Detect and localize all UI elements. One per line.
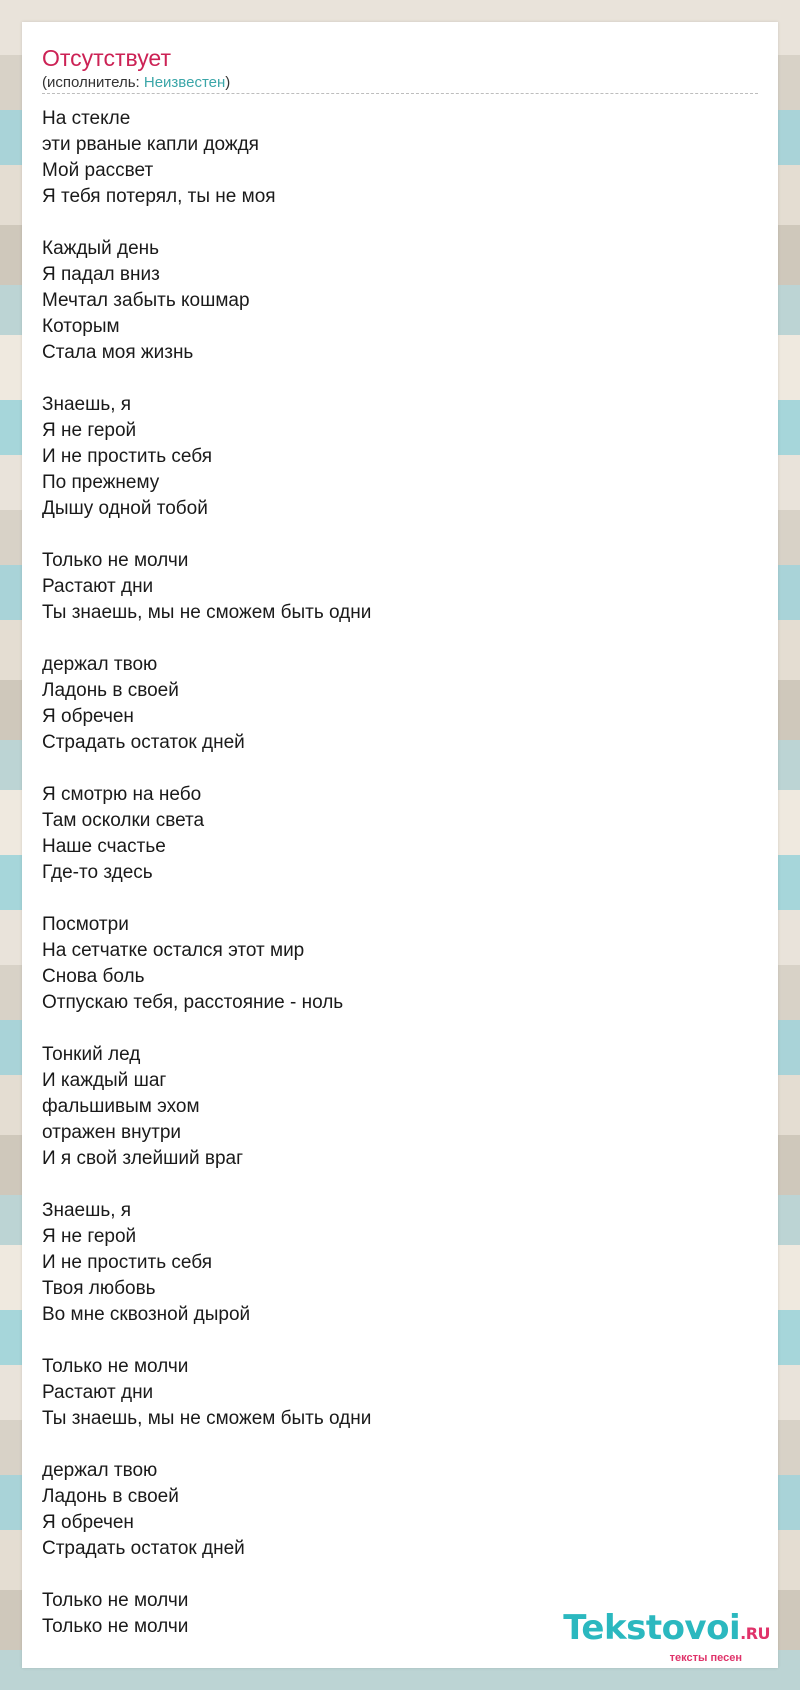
header-divider	[42, 93, 758, 94]
lyrics-stanza	[42, 652, 758, 756]
lyrics-line: Знаешь, я	[42, 394, 132, 415]
lyrics-line: Я падал вниз	[42, 264, 160, 285]
lyrics-stanza	[42, 1198, 758, 1328]
logo-tagline: тексты песен	[669, 1652, 742, 1664]
lyrics-line: На сетчатке остался этот мир	[42, 940, 305, 961]
lyrics-line: Мечтал забыть кошмар	[42, 290, 250, 311]
lyrics-line: Растают дни	[42, 1382, 154, 1403]
lyrics-line: Я смотрю на небо	[42, 784, 202, 805]
lyrics-line: Где-то здесь	[42, 862, 153, 883]
lyrics-line: Во мне сквозной дырой	[42, 1304, 251, 1325]
lyrics-line: Я тебя потерял, ты не моя	[42, 186, 276, 207]
lyrics-line: Отпускаю тебя, расстояние - ноль	[42, 992, 344, 1013]
logo-wordmark	[563, 1610, 770, 1652]
lyrics-line: Я обречен	[42, 1512, 134, 1533]
lyrics-line: Я обречен	[42, 706, 134, 727]
lyrics-line: Стала моя жизнь	[42, 342, 194, 363]
lyrics-line: Только не молчи	[42, 1616, 189, 1637]
site-logo[interactable]	[563, 1610, 770, 1664]
lyrics-line: На стекле	[42, 108, 131, 129]
lyrics-line: Дышу одной тобой	[42, 498, 208, 519]
artist-line	[42, 74, 758, 92]
lyrics-line: Снова боль	[42, 966, 145, 987]
lyrics-line: держал твою	[42, 654, 158, 675]
song-header	[42, 44, 758, 92]
lyrics-line: Которым	[42, 316, 120, 337]
lyrics-line: Тонкий лед	[42, 1044, 141, 1065]
lyrics-line: Я не герой	[42, 1226, 137, 1247]
lyrics-stanza	[42, 912, 758, 1016]
lyrics-stanza	[42, 548, 758, 626]
logo-main-text: Tekstovoi	[563, 1608, 741, 1648]
lyrics-line: Каждый день	[42, 238, 160, 259]
artist-prefix: (исполнитель:	[42, 74, 144, 91]
lyrics-line: Только не молчи	[42, 550, 189, 571]
lyrics-line: И я свой злейший враг	[42, 1148, 244, 1169]
lyrics-stanza	[42, 1458, 758, 1562]
lyrics-line: Только не молчи	[42, 1356, 189, 1377]
lyrics-line: Там осколки света	[42, 810, 205, 831]
lyrics-line: Страдать остаток дней	[42, 1538, 245, 1559]
lyrics-line: Растают дни	[42, 576, 154, 597]
logo-domain: .RU	[740, 1624, 770, 1643]
lyrics-line: Ты знаешь, мы не сможем быть одни	[42, 602, 372, 623]
lyrics-page	[22, 22, 778, 1668]
lyrics-line: отражен внутри	[42, 1122, 182, 1143]
lyrics-stanza	[42, 1354, 758, 1432]
lyrics-stanza	[42, 106, 758, 210]
lyrics-line: Ладонь в своей	[42, 680, 179, 701]
lyrics-stanza	[42, 392, 758, 522]
lyrics-line: Только не молчи	[42, 1590, 189, 1611]
lyrics-line: По прежнему	[42, 472, 160, 493]
lyrics-line: фальшивым эхом	[42, 1096, 200, 1117]
lyrics-line: Страдать остаток дней	[42, 732, 245, 753]
artist-link[interactable]: Неизвестен	[143, 74, 226, 91]
lyrics-line: Ладонь в своей	[42, 1486, 179, 1507]
lyrics-line: И не простить себя	[42, 1252, 212, 1273]
song-title: Отсутствует	[42, 45, 171, 71]
lyrics-line: Твоя любовь	[42, 1278, 156, 1299]
lyrics-line: Посмотри	[42, 914, 129, 935]
lyrics-line: Знаешь, я	[42, 1200, 132, 1221]
lyrics-line: держал твою	[42, 1460, 158, 1481]
lyrics-line: Ты знаешь, мы не сможем быть одни	[42, 1408, 372, 1429]
lyrics-line: Я не герой	[42, 420, 137, 441]
lyrics-text	[42, 106, 758, 1666]
lyrics-line: эти рваные капли дождя	[42, 134, 259, 155]
lyrics-stanza	[42, 236, 758, 366]
lyrics-line: И не простить себя	[42, 446, 212, 467]
lyrics-line: Наше счастье	[42, 836, 166, 857]
lyrics-line: И каждый шаг	[42, 1070, 167, 1091]
lyrics-line: Мой рассвет	[42, 160, 154, 181]
lyrics-stanza	[42, 782, 758, 886]
artist-suffix: )	[225, 74, 231, 91]
lyrics-stanza	[42, 1042, 758, 1172]
